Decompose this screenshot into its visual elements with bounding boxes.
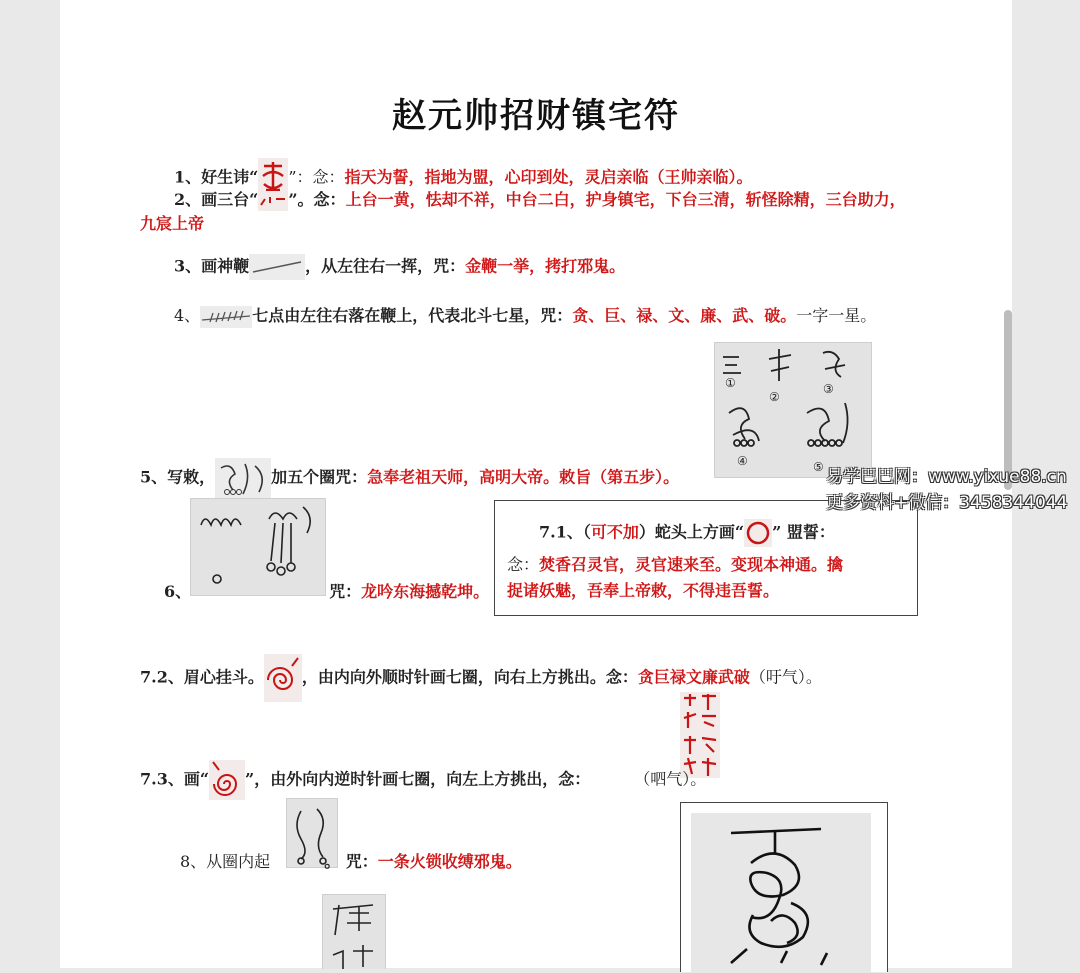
- chi-character-icon: [215, 458, 271, 498]
- item-7-1-header: [539, 519, 835, 547]
- talisman-frame: [680, 802, 888, 972]
- figure-label-1: ①: [725, 376, 736, 390]
- item-6: [164, 580, 489, 604]
- item-5-middle: 加五个圈咒：: [271, 467, 368, 487]
- item-4-incantation: 贪、巨、禄、文、廉、武、破。: [572, 306, 797, 325]
- red-counter-spiral-icon: [209, 760, 245, 800]
- item-1-incantation: 指天为誓，指地为盟，心印到处，灵启亲临（王帅亲临）。: [344, 167, 753, 187]
- figure-label-4: ④: [737, 454, 748, 468]
- figure-label-3: ③: [823, 382, 834, 396]
- item-7-3-prefix: 7.3、画“: [140, 769, 210, 789]
- item-2: [174, 188, 906, 212]
- item-8-middle: 。 咒：: [324, 852, 378, 871]
- item-2-prefix: 2、画三台“: [174, 190, 259, 209]
- item-8: [180, 850, 522, 874]
- talisman-drawing: [691, 813, 871, 973]
- item-2-incantation-line2: 九宸上帝: [140, 214, 205, 233]
- red-circle-icon: [744, 519, 772, 547]
- three-stars-icon: [258, 191, 288, 211]
- document-title: 赵元帅招财镇宅符: [392, 96, 680, 136]
- item-7-1-incantation-line2: 捉诸妖魅，吾奉上帝敕，不得违吾誓。: [507, 581, 780, 600]
- item-4-prefix: 4、: [174, 306, 201, 325]
- item-7-1-body-line2: [507, 579, 779, 603]
- item-3-prefix: 3、画神鞭: [174, 256, 250, 276]
- item-8-prefix: 8、从圈内起: [180, 852, 271, 871]
- item-7-1-prefix: 7.1、（: [539, 522, 591, 542]
- item-7-1-body-line1: [507, 553, 843, 577]
- item-7-1-middle: ）蛇头上方画“: [638, 522, 745, 542]
- item-6-middle: 咒：: [329, 582, 362, 601]
- item-7-1-box: [494, 500, 918, 616]
- item-1-suffix: ”：念：: [288, 167, 345, 187]
- item-7-3-tail: （呬气）。: [634, 769, 707, 789]
- item-7-3-middle: ”，由外向内逆时针画七圈，向左上方挑出，念：: [245, 769, 591, 789]
- item-7-1-incantation-line1: 焚香召灵官，灵官速来至。变现本神通。擒: [539, 555, 844, 574]
- item-7-1-optional: 可不加: [590, 522, 639, 542]
- item-7-1-suffix: ” 盟誓：: [772, 522, 835, 542]
- item-7-2-middle: ，由内向外顺时针画七圈，向右上方挑出。念：: [301, 667, 638, 687]
- item-4-middle: 七点由左往右落在鞭上，代表北斗七星，咒：: [252, 306, 573, 325]
- item-7-2-prefix: 7.2、眉心挂斗。: [140, 667, 264, 687]
- red-spiral-icon: [264, 654, 302, 702]
- watermark-line-2: 更多资料+微信：3458344044: [826, 493, 1068, 513]
- item-2-incantation-line1: 上台一黄，怯却不祥，中台二白，护身镇宅，下台三清，斩怪除精，三台助力，: [345, 190, 906, 209]
- item-4-tail: 一字一星。: [796, 306, 877, 325]
- item-3-incantation: 金鞭一挙，拷打邪鬼。: [465, 256, 626, 276]
- item-5-prefix: 5、写敕，: [140, 467, 216, 487]
- item-4: [174, 304, 876, 328]
- item-3: [174, 254, 625, 280]
- item-7-1-recite: 念：: [507, 555, 540, 574]
- item-6-prefix: 6、: [164, 582, 192, 601]
- item-8-incantation: 一条火锁收缚邪鬼。: [377, 852, 522, 871]
- whip-stroke-icon: [249, 254, 305, 280]
- item-5: [140, 458, 679, 498]
- item-2-suffix: ”。念：: [288, 190, 346, 209]
- seven-dots-icon: [200, 306, 252, 328]
- item-7-2-incantation: 贪巨禄文廉武破: [637, 667, 750, 687]
- item-5-diagram: [714, 342, 872, 478]
- item-7-3: [140, 760, 706, 800]
- item-3-middle: ，从左往右一挥，咒：: [305, 256, 466, 276]
- item-2-continued: [140, 212, 204, 236]
- item-1-prefix: 1、好生讳“: [174, 167, 259, 187]
- item-6-incantation: 龙吟东海撼乾坤。: [361, 582, 490, 601]
- item-5-incantation: 急奉老祖天师，高明大帝。敕旨（第五步）。: [367, 467, 680, 487]
- figure-label-5: ⑤: [813, 460, 824, 474]
- watermark-line-1: 易学巴巴网：www.yixue88.cn: [826, 467, 1067, 487]
- bottom-partial-diagram: [322, 894, 386, 969]
- item-7-2-tail: （吁气）。: [749, 667, 822, 687]
- figure-label-2: ②: [769, 390, 780, 404]
